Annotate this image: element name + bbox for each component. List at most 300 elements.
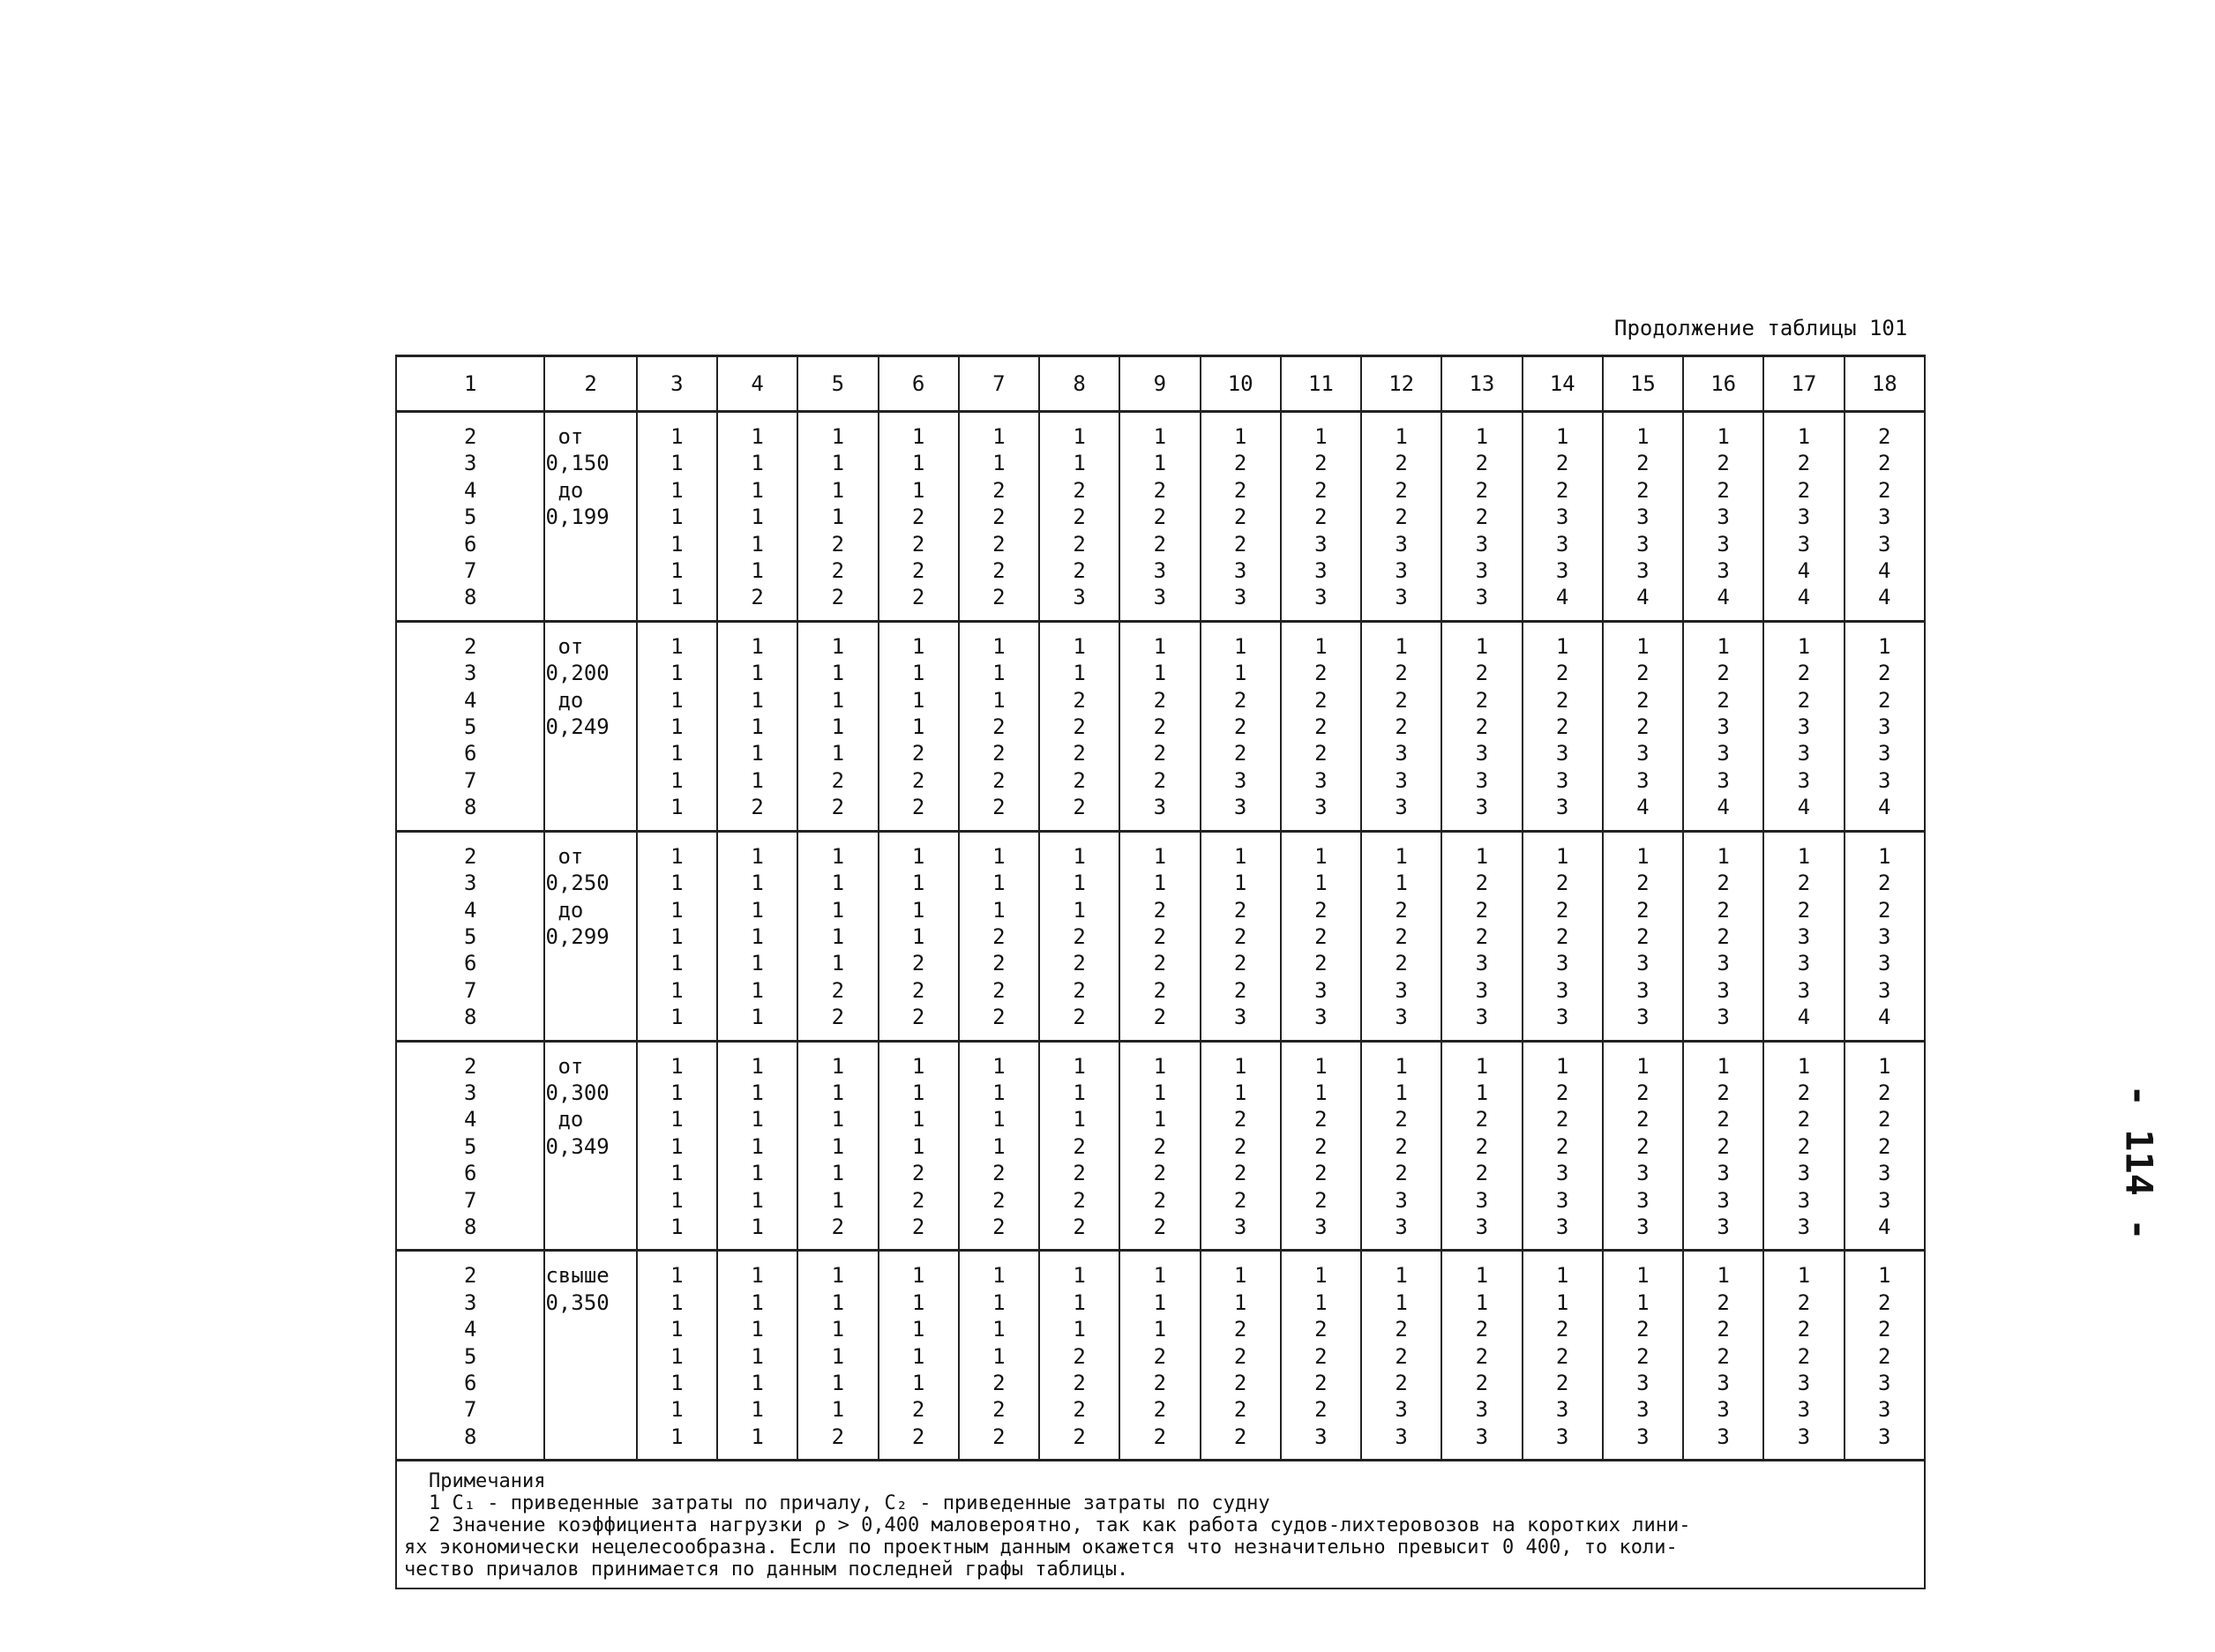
table-value: 1 xyxy=(1475,424,1489,449)
table-value: 2 xyxy=(992,1371,1006,1395)
table-value: 3 xyxy=(1717,1397,1730,1423)
table-value: 2 xyxy=(1475,1371,1489,1395)
table-value: 1 xyxy=(751,1397,764,1423)
table-value: 2 xyxy=(831,767,845,793)
table-value: 2 xyxy=(1395,1343,1408,1369)
table-value: 1 xyxy=(911,633,925,659)
table-value: 2 xyxy=(1314,1133,1328,1159)
value-cell xyxy=(1119,1041,1200,1251)
table-value: 2 xyxy=(1314,951,1328,976)
table-value: 1 xyxy=(831,897,845,923)
value-cell xyxy=(1845,1251,1925,1461)
column-header: 13 xyxy=(1441,356,1522,412)
notes-section xyxy=(396,1461,1925,1589)
table-value: 1 xyxy=(1233,1080,1247,1105)
table-value: 1 xyxy=(911,1107,925,1132)
table-value: 4 xyxy=(1878,1005,1891,1030)
table-value: 3 xyxy=(1233,795,1247,820)
table-value: 1 xyxy=(1233,1263,1247,1289)
table-value: 3 xyxy=(1797,1397,1811,1423)
table-value: 3 xyxy=(1395,558,1408,584)
table-value: 1 xyxy=(1153,1263,1167,1289)
header-row xyxy=(396,356,1925,412)
table-value: 1 xyxy=(751,1263,764,1289)
table-value: 3 xyxy=(1878,977,1891,1003)
load-range-label: от xyxy=(557,843,584,869)
table-value: 2 xyxy=(992,558,1006,584)
table-value: 2 xyxy=(911,1161,925,1186)
table-value: 2 xyxy=(1636,897,1650,923)
table-value: 1 xyxy=(751,531,764,557)
table-value: 2 xyxy=(831,558,845,584)
table-value: 1 xyxy=(670,923,684,949)
table-value: 2 xyxy=(1717,661,1730,686)
load-range-label: 0,300 xyxy=(545,1080,610,1105)
table-value: 3 xyxy=(1314,795,1328,820)
table-value: 1 xyxy=(1717,1263,1730,1289)
table-value: 2 xyxy=(992,951,1006,976)
value-cell xyxy=(1845,621,1925,831)
load-range-label: от xyxy=(557,1053,584,1079)
table-value: 3 xyxy=(1153,795,1167,820)
table-value: 2 xyxy=(1878,1343,1891,1369)
table-value: 2 xyxy=(1314,1371,1328,1395)
table-value: 2 xyxy=(1395,923,1408,949)
load-range-label: 0,349 xyxy=(545,1133,610,1159)
table-value: 2 xyxy=(1153,923,1167,949)
value-cell xyxy=(959,1041,1039,1251)
table-value: 1 xyxy=(670,1343,684,1369)
table-value: 2 xyxy=(1314,1317,1328,1342)
table-value: 1 xyxy=(992,451,1006,476)
table-value: 2 xyxy=(1073,1214,1086,1239)
berths-cell xyxy=(396,412,544,622)
berth-value: 2 xyxy=(464,1263,477,1289)
table-value: 4 xyxy=(1717,585,1730,610)
table-value: 3 xyxy=(1233,558,1247,584)
table-value: 3 xyxy=(1314,1005,1328,1030)
table-value: 2 xyxy=(1073,1424,1086,1449)
table-value: 2 xyxy=(1073,977,1086,1003)
berth-value: 7 xyxy=(464,558,477,584)
table-value: 3 xyxy=(1797,977,1811,1003)
table-value: 2 xyxy=(911,767,925,793)
table-value: 2 xyxy=(1233,477,1247,503)
value-cell xyxy=(1683,621,1763,831)
table-value: 2 xyxy=(1475,1161,1489,1186)
value-cell xyxy=(1201,1041,1281,1251)
table-value: 2 xyxy=(1636,714,1650,740)
table-value: 2 xyxy=(1314,714,1328,740)
table-value: 2 xyxy=(1073,1161,1086,1186)
value-cell xyxy=(879,621,959,831)
table-value: 2 xyxy=(1314,741,1328,766)
table-value: 1 xyxy=(751,767,764,793)
table-value: 1 xyxy=(831,923,845,949)
table-value: 1 xyxy=(670,1263,684,1289)
table-value: 3 xyxy=(1636,505,1650,530)
table-value: 2 xyxy=(1153,1371,1167,1395)
table-value: 2 xyxy=(1233,1107,1247,1132)
table-value: 1 xyxy=(751,977,764,1003)
table-value: 1 xyxy=(831,1289,845,1315)
table-value: 2 xyxy=(1717,451,1730,476)
table-value: 3 xyxy=(1717,505,1730,530)
table-value: 2 xyxy=(992,1187,1006,1213)
berth-value: 6 xyxy=(464,1161,477,1186)
berth-value: 2 xyxy=(464,424,477,449)
table-value: 2 xyxy=(911,795,925,820)
table-value: 1 xyxy=(1555,1053,1569,1079)
table-value: 4 xyxy=(1636,795,1650,820)
table-value: 1 xyxy=(1153,424,1167,449)
value-cell xyxy=(959,412,1039,622)
table-value: 3 xyxy=(1475,1397,1489,1423)
table-value: 2 xyxy=(1475,687,1489,713)
table-value: 1 xyxy=(1073,1289,1086,1315)
table-value: 2 xyxy=(1555,451,1569,476)
load-range-cell xyxy=(544,1041,636,1251)
berth-count-table xyxy=(395,355,1926,1589)
table-value: 1 xyxy=(1555,1263,1569,1289)
table-value: 2 xyxy=(1233,1343,1247,1369)
table-value: 2 xyxy=(1717,477,1730,503)
table-value: 4 xyxy=(1636,585,1650,610)
table-value: 2 xyxy=(1073,714,1086,740)
table-value: 3 xyxy=(1555,1424,1569,1449)
table-value: 1 xyxy=(1073,424,1086,449)
table-value: 2 xyxy=(1878,477,1891,503)
table-value: 2 xyxy=(1314,687,1328,713)
table-value: 2 xyxy=(911,1214,925,1239)
value-cell xyxy=(1763,1251,1844,1461)
table-value: 2 xyxy=(1233,531,1247,557)
table-value: 3 xyxy=(1717,1161,1730,1186)
table-value: 2 xyxy=(1153,505,1167,530)
table-value: 1 xyxy=(670,505,684,530)
table-value: 2 xyxy=(831,795,845,820)
table-value: 1 xyxy=(751,505,764,530)
value-cell xyxy=(1523,1041,1603,1251)
column-header: 4 xyxy=(717,356,797,412)
table-value: 2 xyxy=(1153,1424,1167,1449)
table-value: 1 xyxy=(751,951,764,976)
table-value: 3 xyxy=(1636,1397,1650,1423)
table-value: 3 xyxy=(1555,767,1569,793)
load-range-group xyxy=(396,831,1925,1041)
table-value: 2 xyxy=(1717,1289,1730,1315)
table-value: 2 xyxy=(1073,1005,1086,1030)
berth-value: 4 xyxy=(464,477,477,503)
value-cell xyxy=(1201,1251,1281,1461)
table-value: 2 xyxy=(1555,687,1569,713)
load-range-label: до xyxy=(557,1107,584,1132)
value-cell xyxy=(1763,831,1844,1041)
table-value: 3 xyxy=(1636,558,1650,584)
table-value: 2 xyxy=(1717,1317,1730,1342)
table-row xyxy=(396,831,1925,1041)
table-value: 1 xyxy=(1073,1080,1086,1105)
load-range-label: свыше xyxy=(545,1263,610,1289)
table-value: 2 xyxy=(831,585,845,610)
berth-value: 6 xyxy=(464,951,477,976)
table-value: 3 xyxy=(1636,1424,1650,1449)
table-value: 1 xyxy=(1153,633,1167,659)
table-value: 3 xyxy=(1636,1214,1650,1239)
table-value: 1 xyxy=(1395,424,1408,449)
load-range-label: от xyxy=(557,424,584,449)
table-value: 1 xyxy=(1475,843,1489,869)
table-value: 2 xyxy=(1555,871,1569,896)
table-value: 1 xyxy=(670,1289,684,1315)
table-value: 3 xyxy=(1797,951,1811,976)
table-value: 1 xyxy=(670,451,684,476)
table-value: 1 xyxy=(1878,1053,1891,1079)
table-value: 3 xyxy=(1797,1161,1811,1186)
table-value: 1 xyxy=(670,795,684,820)
load-range-label: 0,200 xyxy=(545,661,610,686)
table-value: 3 xyxy=(1878,951,1891,976)
table-value: 1 xyxy=(751,424,764,449)
table-header xyxy=(396,356,1925,412)
table-value: 1 xyxy=(1555,843,1569,869)
value-cell xyxy=(637,1251,717,1461)
table-value: 3 xyxy=(1797,923,1811,949)
table-value: 3 xyxy=(1555,1214,1569,1239)
table-value: 2 xyxy=(831,1005,845,1030)
table-value: 1 xyxy=(1233,633,1247,659)
table-value: 1 xyxy=(831,451,845,476)
value-cell xyxy=(1361,412,1441,622)
table-value: 4 xyxy=(1797,795,1811,820)
table-value: 1 xyxy=(992,843,1006,869)
value-cell xyxy=(1119,831,1200,1041)
column-header: 15 xyxy=(1603,356,1683,412)
table-value: 2 xyxy=(1475,505,1489,530)
table-value: 2 xyxy=(1395,1317,1408,1342)
table-row xyxy=(396,621,1925,831)
table-value: 2 xyxy=(1073,741,1086,766)
table-value: 1 xyxy=(1233,871,1247,896)
table-value: 2 xyxy=(1073,558,1086,584)
table-value: 3 xyxy=(1475,951,1489,976)
table-value: 1 xyxy=(751,687,764,713)
table-value: 3 xyxy=(1797,1424,1811,1449)
table-value: 3 xyxy=(1797,505,1811,530)
table-value: 1 xyxy=(1314,424,1328,449)
table-value: 2 xyxy=(1555,661,1569,686)
load-range-label: 0,350 xyxy=(545,1289,610,1315)
column-header: 2 xyxy=(544,356,636,412)
value-cell xyxy=(797,1251,878,1461)
table-value: 1 xyxy=(831,1317,845,1342)
table-value: 3 xyxy=(1314,977,1328,1003)
table-value: 2 xyxy=(1717,1133,1730,1159)
table-value: 2 xyxy=(1395,1161,1408,1186)
table-value: 1 xyxy=(1555,424,1569,449)
table-value: 2 xyxy=(1878,897,1891,923)
table-value: 1 xyxy=(831,633,845,659)
table-value: 2 xyxy=(1073,951,1086,976)
table-value: 1 xyxy=(911,871,925,896)
table-value: 1 xyxy=(911,1289,925,1315)
value-cell xyxy=(1603,831,1683,1041)
table-value: 2 xyxy=(1636,661,1650,686)
table-value: 1 xyxy=(751,1133,764,1159)
table-value: 1 xyxy=(1717,633,1730,659)
table-value: 2 xyxy=(831,977,845,1003)
table-value: 2 xyxy=(1153,977,1167,1003)
value-cell xyxy=(1281,1251,1361,1461)
table-value: 3 xyxy=(1717,531,1730,557)
table-value: 2 xyxy=(1878,451,1891,476)
table-value: 2 xyxy=(1233,714,1247,740)
table-value: 3 xyxy=(1073,585,1086,610)
value-cell xyxy=(1281,412,1361,622)
load-range-group xyxy=(396,621,1925,831)
table-value: 1 xyxy=(670,1133,684,1159)
table-value: 1 xyxy=(831,1371,845,1395)
column-header: 9 xyxy=(1119,356,1200,412)
table-value: 1 xyxy=(992,633,1006,659)
table-value: 2 xyxy=(1233,977,1247,1003)
table-value: 1 xyxy=(1797,1053,1811,1079)
table-value: 4 xyxy=(1878,558,1891,584)
table-value: 4 xyxy=(1797,585,1811,610)
table-value: 2 xyxy=(1717,1080,1730,1105)
table-value: 2 xyxy=(1878,1289,1891,1315)
value-cell xyxy=(1119,621,1200,831)
table-value: 3 xyxy=(1555,531,1569,557)
table-value: 2 xyxy=(1153,767,1167,793)
table-value: 1 xyxy=(751,558,764,584)
berths-cell xyxy=(396,1041,544,1251)
load-range-label: до xyxy=(557,897,584,923)
berth-value: 5 xyxy=(464,714,477,740)
value-cell xyxy=(1441,1041,1522,1251)
table-value: 1 xyxy=(1395,1080,1408,1105)
table-value: 2 xyxy=(1073,505,1086,530)
table-value: 2 xyxy=(1475,897,1489,923)
value-cell xyxy=(1763,621,1844,831)
table-value: 1 xyxy=(1878,843,1891,869)
column-header: 8 xyxy=(1039,356,1119,412)
table-value: 2 xyxy=(1153,531,1167,557)
value-cell xyxy=(797,621,878,831)
page-number: - 114 - xyxy=(2117,1084,2161,1241)
value-cell xyxy=(1039,1041,1119,1251)
table-value: 3 xyxy=(1717,951,1730,976)
table-value: 4 xyxy=(1797,1005,1811,1030)
table-value: 1 xyxy=(751,451,764,476)
table-value: 2 xyxy=(1314,661,1328,686)
table-value: 3 xyxy=(1555,505,1569,530)
value-cell xyxy=(1523,412,1603,622)
table-value: 1 xyxy=(992,1343,1006,1369)
value-cell xyxy=(1845,412,1925,622)
table-value: 2 xyxy=(911,1187,925,1213)
table-value: 2 xyxy=(911,585,925,610)
table-value: 1 xyxy=(911,1371,925,1395)
table-value: 1 xyxy=(1314,843,1328,869)
table-value: 2 xyxy=(1395,687,1408,713)
table-value: 2 xyxy=(1153,1397,1167,1423)
value-cell xyxy=(1603,1251,1683,1461)
table-value: 1 xyxy=(911,1053,925,1079)
table-value: 1 xyxy=(911,424,925,449)
table-value: 1 xyxy=(1395,1263,1408,1289)
table-value: 1 xyxy=(670,741,684,766)
table-value: 2 xyxy=(1797,897,1811,923)
table-value: 2 xyxy=(1395,451,1408,476)
value-cell xyxy=(1039,621,1119,831)
table-value: 1 xyxy=(831,1053,845,1079)
table-value: 1 xyxy=(831,477,845,503)
table-value: 1 xyxy=(911,451,925,476)
berths-cell xyxy=(396,831,544,1041)
table-value: 1 xyxy=(1073,1317,1086,1342)
table-value: 2 xyxy=(1797,687,1811,713)
table-value: 3 xyxy=(1475,977,1489,1003)
value-cell xyxy=(959,831,1039,1041)
table-value: 2 xyxy=(992,1005,1006,1030)
table-value: 3 xyxy=(1395,977,1408,1003)
table-value: 1 xyxy=(670,1317,684,1342)
table-value: 1 xyxy=(670,871,684,896)
table-value: 1 xyxy=(1073,661,1086,686)
table-value: 2 xyxy=(1636,871,1650,896)
table-value: 3 xyxy=(1233,1005,1247,1030)
table-value: 1 xyxy=(670,1397,684,1423)
table-value: 3 xyxy=(1314,585,1328,610)
table-value: 3 xyxy=(1395,531,1408,557)
table-value: 2 xyxy=(911,977,925,1003)
table-value: 2 xyxy=(1878,1080,1891,1105)
table-value: 1 xyxy=(1395,871,1408,896)
table-value: 1 xyxy=(831,843,845,869)
table-value: 3 xyxy=(1636,951,1650,976)
table-value: 2 xyxy=(1797,1080,1811,1105)
table-value: 2 xyxy=(911,505,925,530)
table-value: 3 xyxy=(1636,1161,1650,1186)
table-value: 2 xyxy=(1555,714,1569,740)
table-value: 1 xyxy=(1395,633,1408,659)
table-value: 3 xyxy=(1717,1187,1730,1213)
table-value: 1 xyxy=(670,585,684,610)
table-value: 1 xyxy=(670,1107,684,1132)
table-value: 1 xyxy=(911,661,925,686)
table-row xyxy=(396,412,1925,622)
table-value: 2 xyxy=(1555,477,1569,503)
table-value: 2 xyxy=(911,1397,925,1423)
table-value: 2 xyxy=(1717,1107,1730,1132)
table-value: 3 xyxy=(1314,1424,1328,1449)
table-value: 3 xyxy=(1878,1187,1891,1213)
table-value: 4 xyxy=(1797,558,1811,584)
table-value: 2 xyxy=(1395,1371,1408,1395)
berths-cell xyxy=(396,1251,544,1461)
table-value: 2 xyxy=(751,585,764,610)
table-value: 1 xyxy=(831,714,845,740)
table-value: 3 xyxy=(1475,1214,1489,1239)
table-value: 2 xyxy=(1555,1343,1569,1369)
table-value: 2 xyxy=(992,923,1006,949)
berth-value: 4 xyxy=(464,1107,477,1132)
table-value: 1 xyxy=(911,1343,925,1369)
table-value: 2 xyxy=(1475,1317,1489,1342)
table-value: 1 xyxy=(1475,1053,1489,1079)
table-value: 2 xyxy=(1233,1133,1247,1159)
